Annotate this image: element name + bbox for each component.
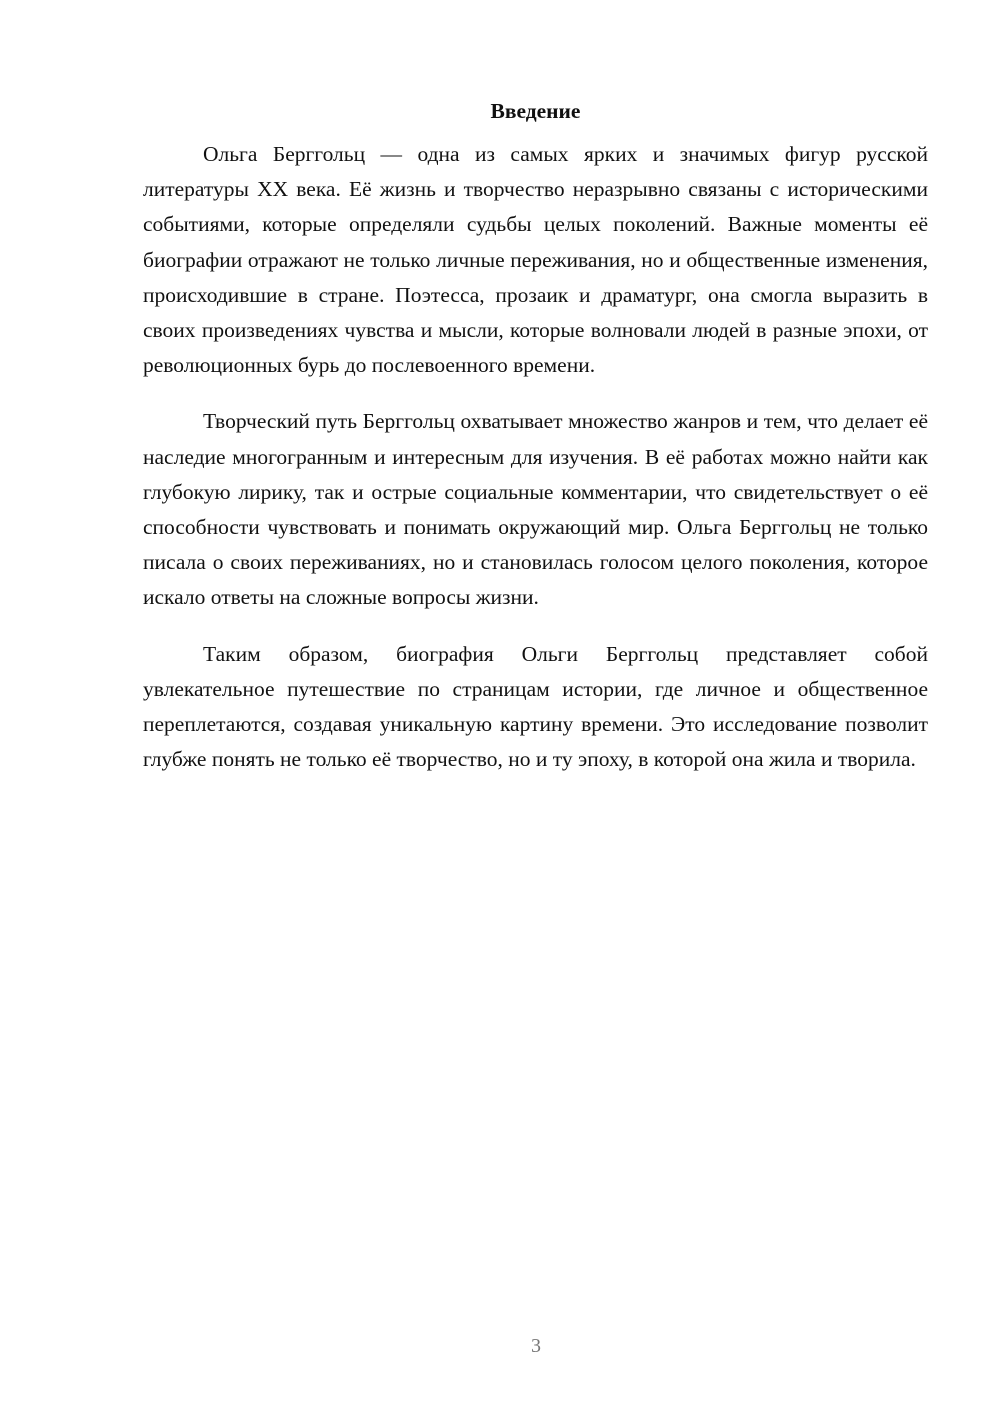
paragraph-1: Ольга Берггольц — одна из самых ярких и значимых фигур русской литературы XX века. Её жизнь и творчество неразрывно связаны с историческими событиями, которые определяли судьбы целых поколений. Важные моменты её биографии отражают не только личные переживания, но и общественные изменения, происходившие в стране. Поэтесса, прозаик и драматург, она смогла выразить в своих произведениях чувства и мысли, которые волновали людей в разные эпохи, от революционных бурь до послевоенного времени. [143,142,928,378]
paragraph-3: Таким образом, биография Ольги Берггольц представляет собой увлекательное путешествие по страницам истории, где личное и общественное переплетаются, создавая уникальную картину времени. Это исследование позволит глубже понять не только её творчество, но и ту эпоху, в которой она жила и творила. [143,641,928,772]
paragraph-2: Творческий путь Берггольц охватывает множество жанров и тем, что делает её наследие многогранным и интересным для изучения. В её работах можно найти как глубокую лирику, так и острые социальные комментарии, что свидетельствует о её способности чувствовать и понимать окружающий мир. Ольга Берггольц не только писала о своих переживаниях, но и становилась голосом целого поколения, которое искало ответы на сложные вопросы жизни. [143,409,928,610]
page-number: 3 [531,1335,541,1357]
page-content [143,96,928,798]
section-heading: Введение [490,99,581,123]
